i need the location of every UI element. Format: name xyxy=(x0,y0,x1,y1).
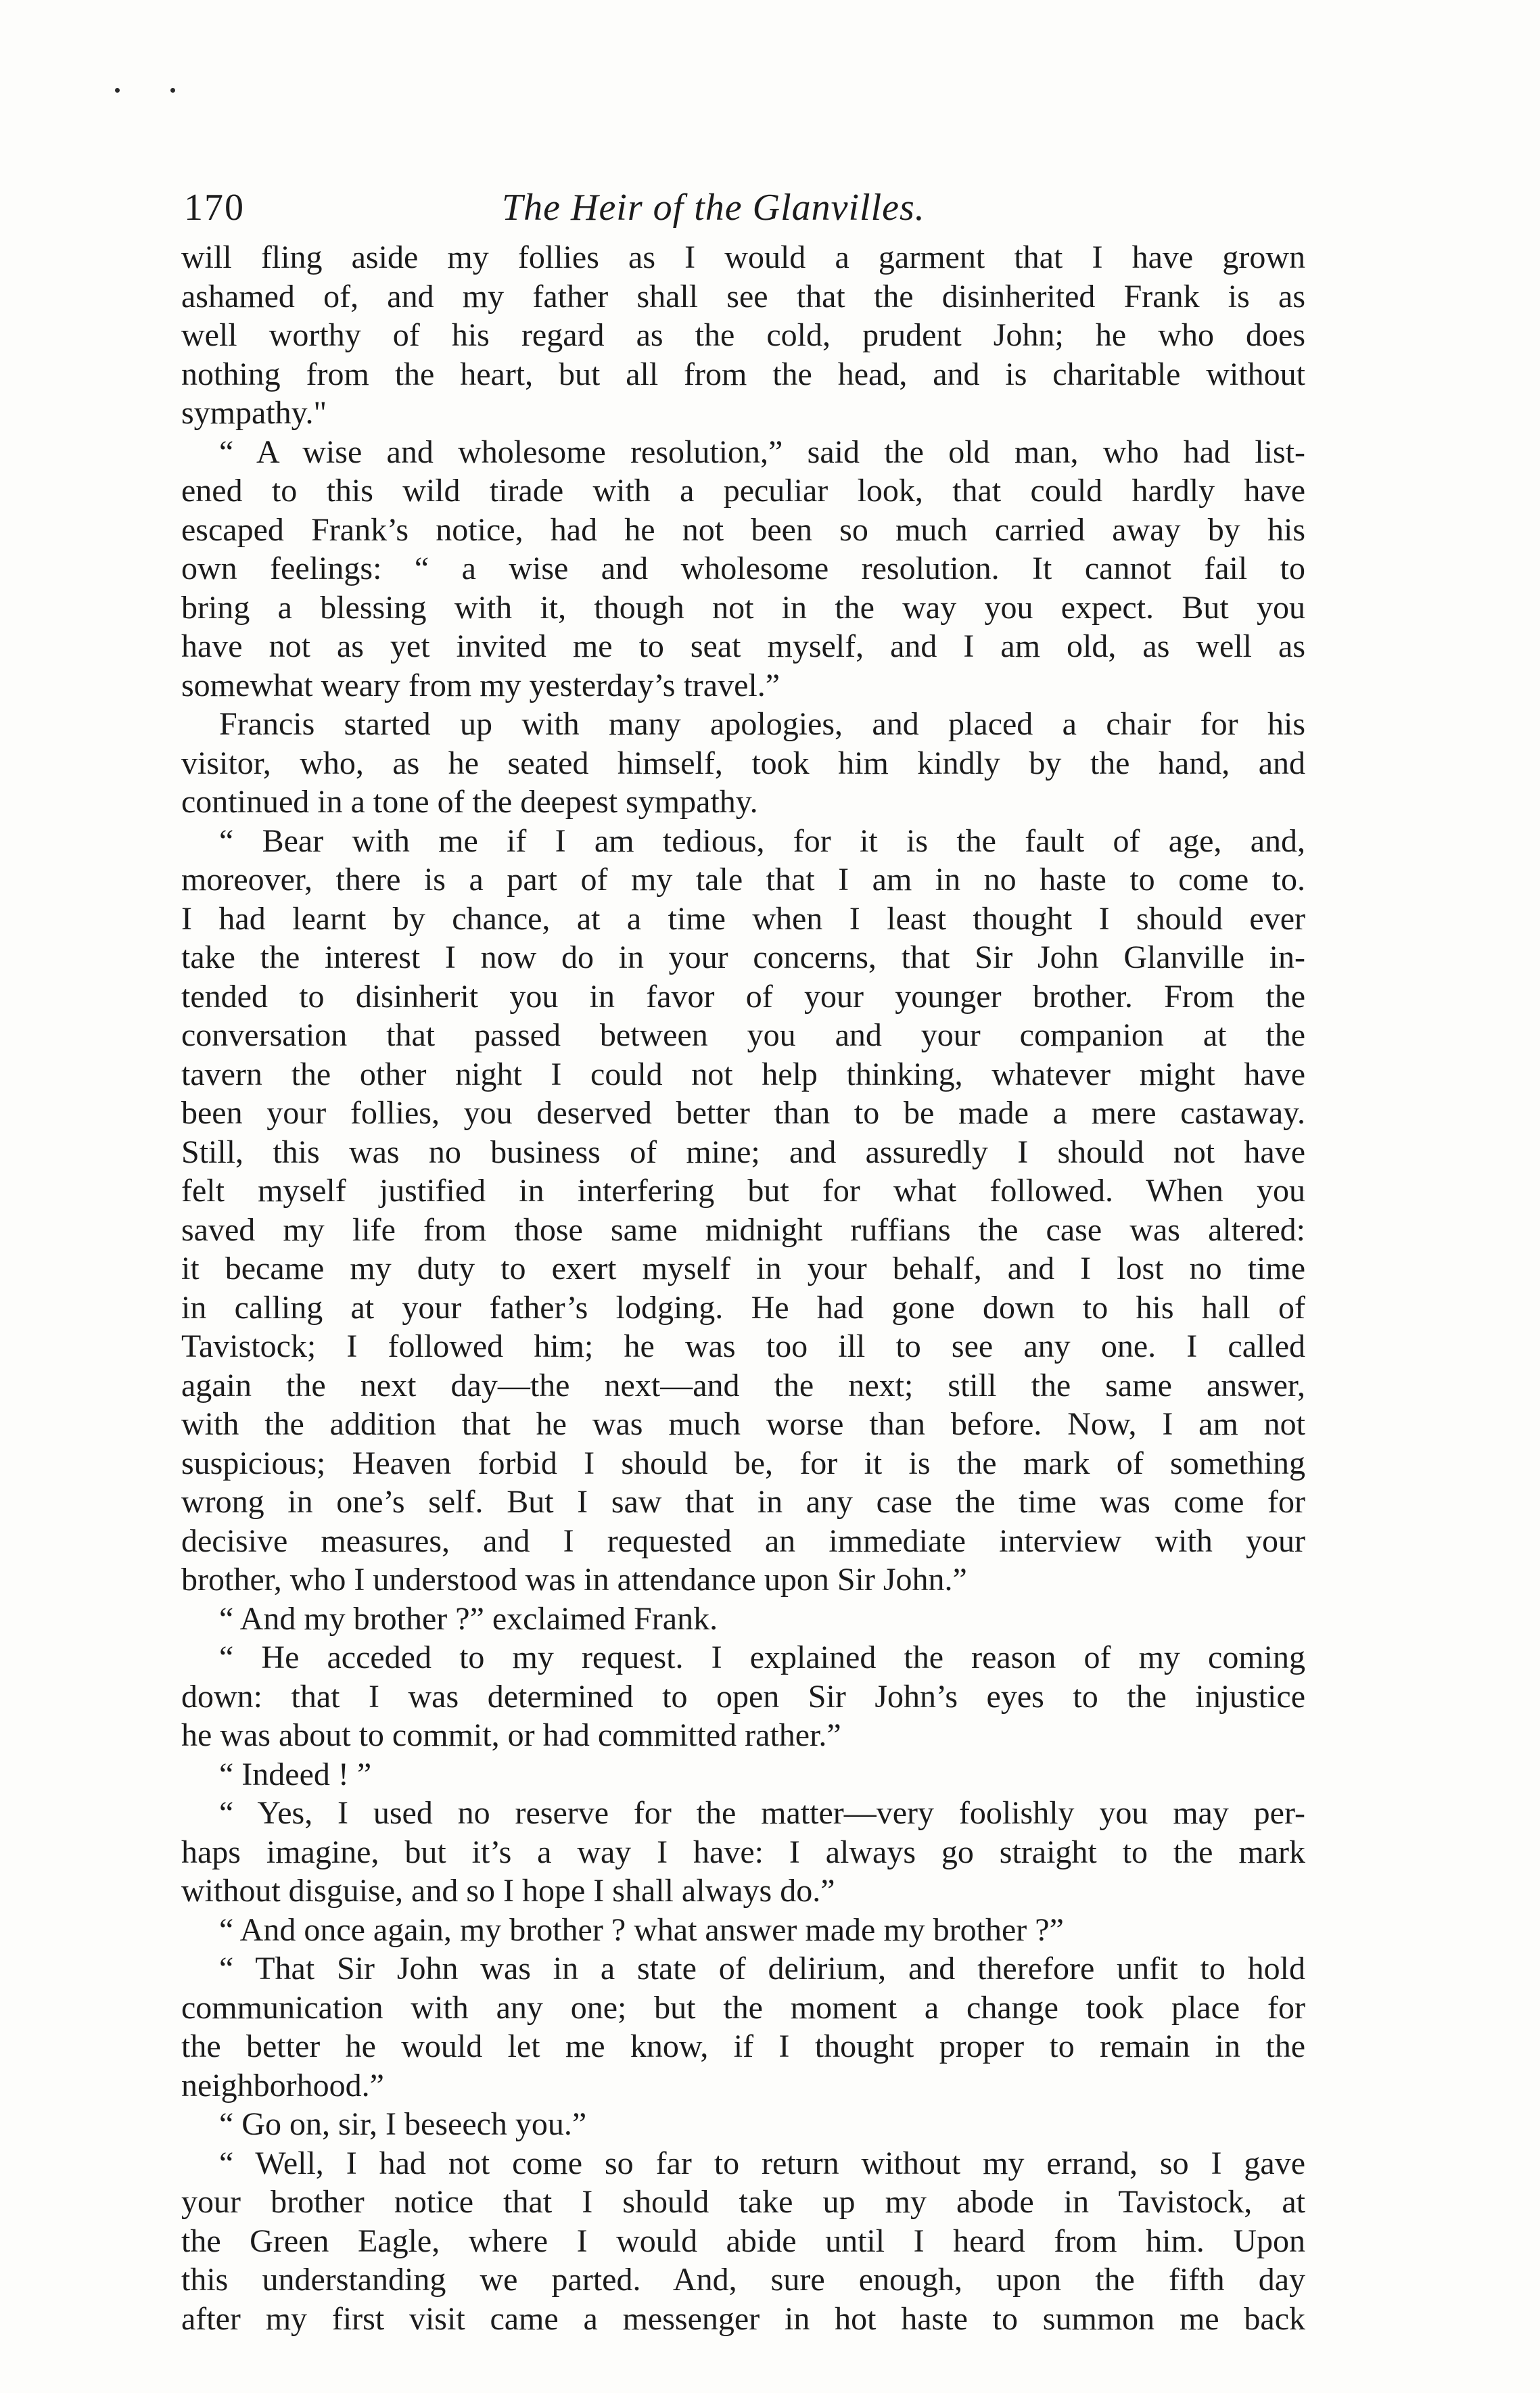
text-line: he was about to commit, or had committed rather.” xyxy=(181,1717,841,1753)
text-line: will fling aside my follies as I would a garment that I have grown xyxy=(181,239,1305,275)
text-line: “ A wise and wholesome resolution,” said the old man, who had list- xyxy=(219,434,1305,470)
text-line: wrong in one’s self. But I saw that in any case the time was come for xyxy=(181,1484,1305,1520)
text-line: after my first visit came a messenger in hot haste to summon me back xyxy=(181,2300,1305,2337)
text-line: take the interest I now do in your concerns, that Sir John Glanville in- xyxy=(181,939,1305,975)
text-line: escaped Frank’s notice, had he not been so much carried away by his xyxy=(181,511,1305,548)
text-line: communication with any one; but the moment a change took place for xyxy=(181,1989,1305,2026)
text-line: I had learnt by chance, at a time when I least thought I should ever xyxy=(181,900,1305,937)
page-specks xyxy=(115,80,210,100)
text-line: ashamed of, and my father shall see that the disinherited Frank is as xyxy=(181,278,1305,315)
text-line: in calling at your father’s lodging. He had gone down to his hall of xyxy=(181,1289,1305,1326)
running-title: The Heir of the Glanvilles. xyxy=(502,187,925,229)
text-line: bring a blessing with it, though not in the way you expect. But you xyxy=(181,589,1305,626)
text-line: again the next day—the next—and the next; still the same answer, xyxy=(181,1367,1305,1403)
text-line: “ Indeed ! ” xyxy=(219,1756,372,1792)
text-line: have not as yet invited me to seat myself, and I am old, as well as xyxy=(181,628,1305,664)
text-line: been your follies, you deserved better than to be made a mere castaway. xyxy=(181,1095,1305,1131)
page-number: 170 xyxy=(184,187,245,229)
text-line: brother, who I understood was in attendance upon Sir John.” xyxy=(181,1562,967,1598)
text-line: well worthy of his regard as the cold, prudent John; he who does xyxy=(181,317,1305,353)
text-line: decisive measures, and I requested an immediate interview with your xyxy=(181,1523,1305,1559)
text-line: “ Go on, sir, I beseech you.” xyxy=(219,2106,587,2142)
text-line: haps imagine, but it’s a way I have: I always go straight to the mark xyxy=(181,1834,1305,1870)
text-line: it became my duty to exert myself in your behalf, and I lost no time xyxy=(181,1251,1305,1286)
text-line: “ Bear with me if I am tedious, for it is the fault of age, and, xyxy=(219,822,1305,859)
text-line: “ And my brother ?” exclaimed Frank. xyxy=(219,1600,718,1637)
text-line: without disguise, and so I hope I shall always do.” xyxy=(181,1873,835,1909)
ink-speck xyxy=(170,88,175,93)
text-line: suspicious; Heaven forbid I should be, for it is the mark of something xyxy=(181,1445,1305,1481)
text-line: tavern the other night I could not help thinking, whatever might have xyxy=(181,1056,1305,1092)
page-header xyxy=(184,177,1320,238)
text-line: Still, this was no business of mine; and assuredly I should not have xyxy=(181,1134,1305,1170)
ink-speck xyxy=(115,88,120,93)
text-line: “ Well, I had not come so far to return without my errand, so I gave xyxy=(219,2145,1305,2181)
text-line: “ He acceded to my request. I explained the reason of my coming xyxy=(219,1640,1305,1675)
text-line: the better he would let me know, if I thought proper to remain in the xyxy=(181,2028,1305,2064)
text-line: tended to disinherit you in favor of your younger brother. From the xyxy=(181,978,1305,1015)
text-line: ened to this wild tirade with a peculiar look, that could hardly have xyxy=(181,473,1305,509)
body-text xyxy=(181,238,1305,2338)
text-line: saved my life from those same midnight ruffians the case was altered: xyxy=(181,1211,1305,1248)
text-line: “ And once again, my brother ? what answer made my brother ?” xyxy=(219,1911,1064,1948)
text-line: with the addition that he was much worse than before. Now, I am not xyxy=(181,1406,1305,1442)
text-line: your brother notice that I should take up my abode in Tavistock, at xyxy=(181,2184,1305,2220)
text-line: the Green Eagle, where I would abide until I heard from him. Upon xyxy=(181,2223,1305,2259)
text-line: down: that I was determined to open Sir John’s eyes to the injustice xyxy=(181,1678,1305,1715)
text-line: sympathy." xyxy=(181,395,327,431)
text-line: Tavistock; I followed him; he was too ill to see any one. I called xyxy=(181,1328,1305,1364)
text-line: nothing from the heart, but all from the head, and is charitable without xyxy=(181,356,1305,392)
text-line: Francis started up with many apologies, and placed a chair for his xyxy=(219,706,1305,742)
text-line: “ That Sir John was in a state of delirium, and therefore unfit to hold xyxy=(219,1951,1305,1987)
text-line: moreover, there is a part of my tale that I am in no haste to come to. xyxy=(181,862,1305,898)
text-line: own feelings: “ a wise and wholesome resolution. It cannot fail to xyxy=(181,551,1305,586)
text-line: visitor, who, as he seated himself, took him kindly by the hand, and xyxy=(181,745,1305,781)
text-line: “ Yes, I used no reserve for the matter—very foolishly you may per- xyxy=(219,1795,1305,1831)
text-line: this understanding we parted. And, sure enough, upon the fifth day xyxy=(181,2262,1305,2298)
text-line: felt myself justified in interfering but for what followed. When you xyxy=(181,1173,1305,1209)
text-line: conversation that passed between you and your companion at the xyxy=(181,1017,1305,1053)
text-line: neighborhood.” xyxy=(181,2067,384,2104)
text-line: somewhat weary from my yesterday’s travel.” xyxy=(181,667,780,703)
text-line: continued in a tone of the deepest sympathy. xyxy=(181,784,758,820)
